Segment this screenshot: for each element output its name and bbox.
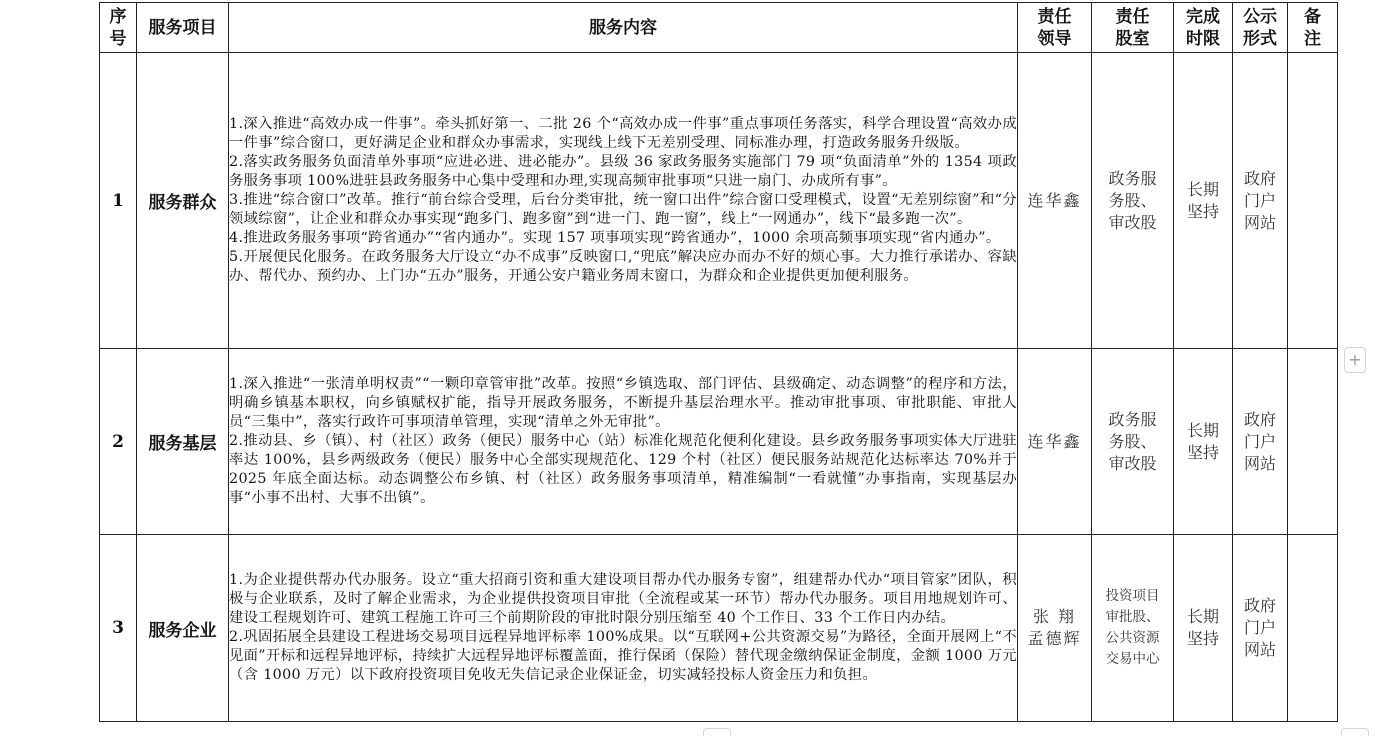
service-content [229, 535, 1018, 722]
publish-line: 政府 [1243, 168, 1276, 188]
deadline [1174, 53, 1233, 349]
publish-form [1233, 535, 1288, 722]
responsible-dept [1092, 535, 1174, 722]
dept-line: 政务服 [1108, 409, 1157, 429]
deadline-line: 坚持 [1186, 442, 1219, 462]
publish-form [1233, 53, 1288, 349]
publish-line: 门户 [1243, 431, 1276, 451]
deadline-line: 长期 [1186, 420, 1219, 440]
content-paragraph: 2.落实政务服务负面清单外事项“应进必进、进必能办”。县级 36 家政务服务实施部门 79 项“负面清单”外的 1354 项政务服务事项 100%进驻县政务服务中心集中受理和办理,实现高频审批事项“只进一扇门、办成所有事”。 [229, 154, 1017, 190]
publish-line: 网站 [1243, 212, 1276, 232]
remark [1288, 535, 1338, 722]
dept-line: 务股、 [1108, 190, 1157, 210]
service-table [99, 2, 1338, 722]
header-leader: 责任领导 [1018, 3, 1092, 53]
deadline-line: 长期 [1186, 607, 1219, 626]
header-project: 服务项目 [137, 3, 229, 53]
service-project: 服务企业 [137, 535, 229, 722]
dept-line: 务股、 [1108, 431, 1157, 451]
service-content [229, 53, 1018, 349]
deadline-line: 坚持 [1186, 629, 1219, 648]
leader-name: 连华鑫 [1027, 431, 1082, 451]
deadline-line: 坚持 [1186, 201, 1219, 221]
dept-line: 审改股 [1108, 453, 1157, 473]
scroll-handle-stub[interactable] [703, 728, 731, 736]
leader-name: 连华鑫 [1027, 190, 1082, 210]
row-number: 2 [100, 349, 137, 535]
responsible-dept [1092, 53, 1174, 349]
content-paragraph: 3.推进“综合窗口”改革。推行“前台综合受理，后台分类审批，统一窗口出件”综合窗口受理模式，设置“无差别综窗”和“分领域综窗”，让企业和群众办事实现“跑多门、跑多窗”到“进一门、跑一窗”，线上“一网通办”，线下“最多跑一次”。 [229, 192, 1017, 227]
remark [1288, 53, 1338, 349]
remark [1288, 349, 1338, 535]
header-deadline: 完成时限 [1174, 3, 1233, 53]
content-paragraph: 2.推动县、乡（镇）、村（社区）政务（便民）服务中心（站）标准化规范化便利化建设。县乡政务服务事项实体大厅进驻率达 100%，县乡两级政务（便民）服务中心全部实现规范化、129 个村（社区）便民服务站规范化达标率达 70%并于 2025 年底全面达标。动态调整公布乡镇、村（社区）政务服务事项清单，精准编制“一看就懂”办事指南，实现基层办事“小事不出村、大事不出镇”。 [229, 433, 1017, 506]
publish-form [1233, 349, 1288, 535]
dept-line: 公共资源 [1105, 630, 1160, 646]
row-number: 1 [100, 53, 137, 349]
deadline-line: 长期 [1186, 179, 1219, 199]
publish-line: 网站 [1243, 453, 1276, 473]
row-number: 3 [100, 535, 137, 722]
service-content [229, 349, 1018, 535]
content-paragraph: 2.巩固拓展全县建设工程进场交易项目远程异地评标率 100%成果。以“互联网+公共资源交易”为路径，全面开展网上“不见面”开标和远程异地评标，持续扩大远程异地评标覆盖面，推行保函（保险）替代现金缴纳保证金制度，金额 1000 万元（含 1000 万元）以下政府投资项目免收无失信记录企业保证金，切实减轻投标人资金压力和负担。 [229, 629, 1017, 683]
add-row-button[interactable]: + [1344, 347, 1366, 373]
service-project: 服务基层 [137, 349, 229, 535]
leader-name: 孟德辉 [1027, 629, 1082, 648]
content-paragraph: 5.开展便民化服务。在政务服务大厅设立“办不成事”反映窗口,“兜底”解决应办而办不好的烦心事。大力推行承诺办、容缺办、帮代办、预约办、上门办“五办”服务，开通公安户籍业务周末窗口，为群众和企业提供更加便利服务。 [229, 248, 1017, 284]
deadline [1174, 349, 1233, 535]
content-paragraph: 4.推进政务服务事项“跨省通办”“省内通办”。实现 157 项事项实现“跨省通办”，1000 余项高频事项实现“省内通办”。 [229, 229, 1001, 246]
table-header-row [100, 3, 1338, 53]
table-row [100, 349, 1338, 535]
dept-line: 交易中心 [1105, 651, 1160, 667]
table-row [100, 53, 1338, 349]
publish-line: 门户 [1243, 190, 1276, 210]
header-seq: 序号 [100, 3, 137, 53]
responsible-leader [1018, 349, 1092, 535]
publish-line: 门户 [1243, 618, 1276, 637]
header-content: 服务内容 [229, 3, 1018, 53]
dept-line: 投资项目 [1105, 588, 1160, 604]
responsible-leader [1018, 535, 1092, 722]
publish-line: 政府 [1243, 596, 1276, 615]
header-dept: 责任股室 [1092, 3, 1174, 53]
publish-line: 政府 [1243, 409, 1276, 429]
deadline [1174, 535, 1233, 722]
content-paragraph: 1.深入推进“一张清单明权责”“一颗印章管审批”改革。按照“乡镇选取、部门评估、县级确定、动态调整”的程序和方法，明确乡镇基本职权，向乡镇赋权扩能，指导开展政务服务，不断提升基层治理水平。推动审批事项、审批职能、审批人员“三集中”，落实行政许可事项清单管理，实现“清单之外无审批”。 [229, 376, 1017, 431]
content-paragraph: 1.深入推进“高效办成一件事”。牵头抓好第一、二批 26 个“高效办成一件事”重点事项任务落实，科学合理设置“高效办成一件事”综合窗口，更好满足企业和群众办事需求，实现线上线下无差别受理、同标准办理，打造政务服务升级版。 [229, 116, 1017, 152]
service-project: 服务群众 [137, 53, 229, 349]
leader-name: 张 翔 [1032, 607, 1077, 626]
dept-line: 审批股、 [1105, 609, 1160, 625]
table-row [100, 535, 1338, 722]
dept-line: 审改股 [1108, 212, 1157, 232]
header-publish: 公示形式 [1233, 3, 1288, 53]
responsible-dept [1092, 349, 1174, 535]
content-paragraph: 1.为企业提供帮办代办服务。设立“重大招商引资和重大建设项目帮办代办服务专窗”，组建帮办代办“项目管家”团队，积极与企业联系，及时了解企业需求，为企业提供投资项目审批（全流程或某一环节）帮办代办服务。项目用地规划许可、建设工程规划许可、建筑工程施工许可三个前期阶段的审批时限分别压缩至 40 个工作日、33 个工作日内办结。 [229, 572, 1017, 627]
dept-line: 政务服 [1108, 168, 1157, 188]
responsible-leader [1018, 53, 1092, 349]
header-remark: 备注 [1288, 3, 1338, 53]
corner-handle-stub[interactable] [1341, 728, 1369, 736]
publish-line: 网站 [1243, 640, 1276, 659]
